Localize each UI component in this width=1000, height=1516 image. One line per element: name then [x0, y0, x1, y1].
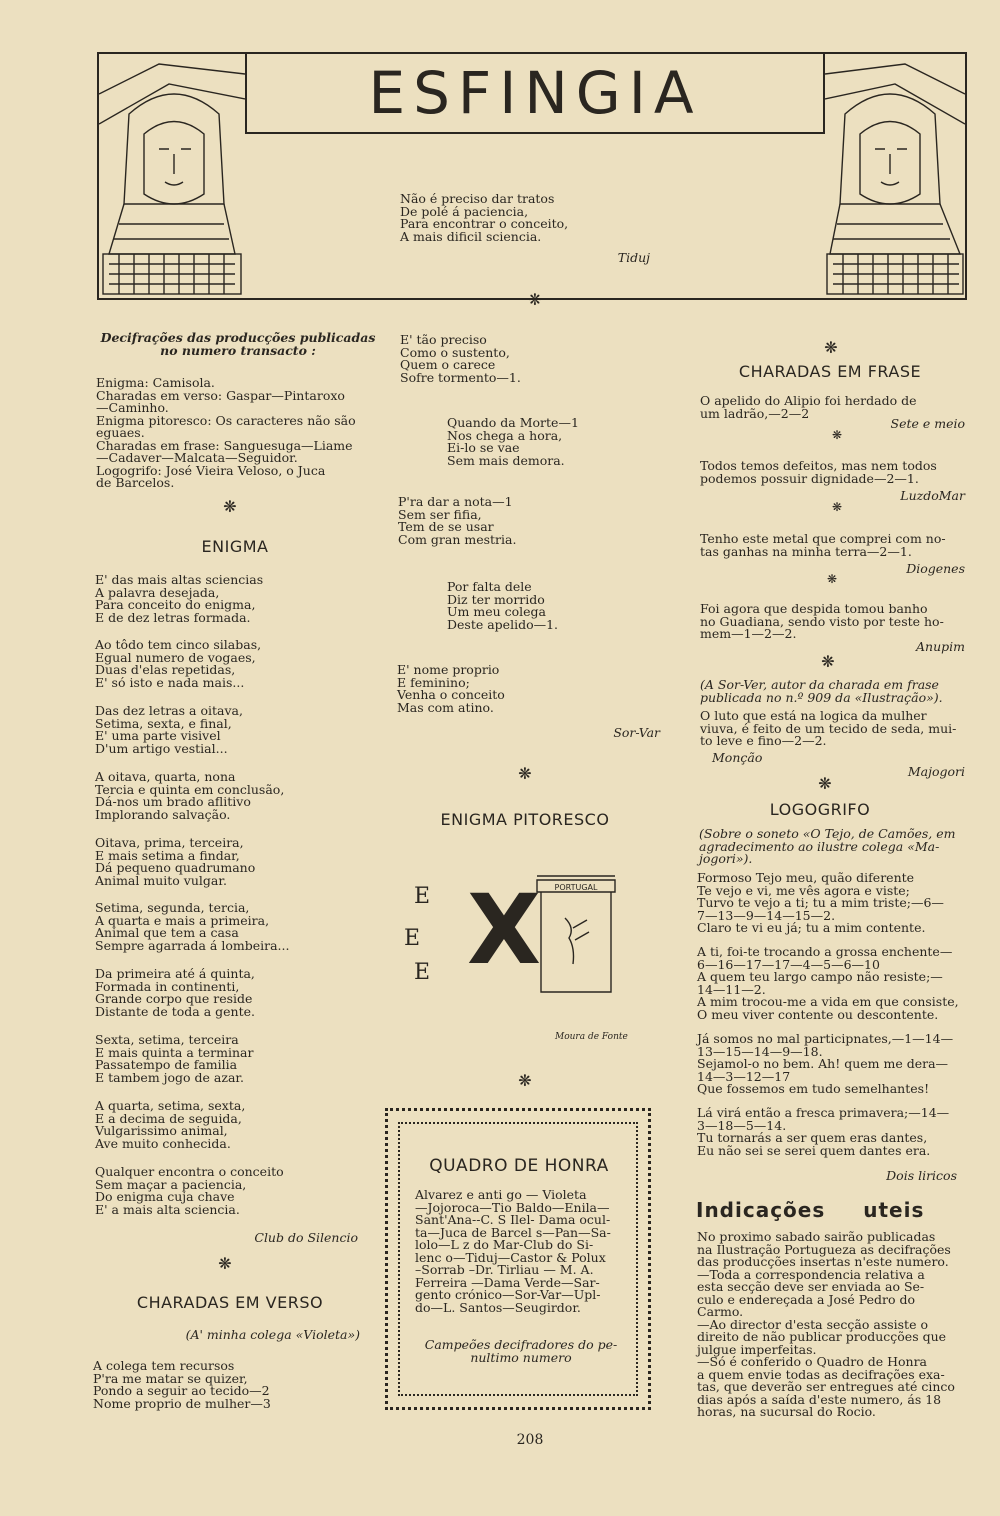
enigma-stanza: Setima, segunda, tercia, A quarta e mais a primeira, Animal que tem a casa Sempre agarrada á lombeira...: [95, 900, 290, 953]
enigma-stanza: Ao tôdo tem cinco silabas, Egual numero de vogaes, Duas d'elas repetidas, E' só isto e nada mais...: [95, 637, 262, 690]
frase-item-author: Diogenes: [906, 561, 965, 576]
charadas-verso-title: CHARADAS EM VERSO: [136, 1293, 324, 1312]
separator-star: ❋: [218, 1254, 232, 1273]
charadas-verso-dedication: (A' minha colega «Violeta»): [185, 1327, 360, 1342]
enigma-stanza: Oitava, prima, terceira, E mais setima a findar, Dá pequeno quadrumano Animal muito vulgar.: [95, 835, 256, 888]
pitoresco-letter: E: [404, 926, 421, 951]
frase-item: Todos temos defeitos, mas nem todos podemos possuir dignidade—2—1.: [700, 458, 937, 486]
separator-star: ❋: [518, 764, 532, 783]
header-motto-author: Tiduj: [617, 250, 650, 265]
quadro-honra-text: Alvarez e anti go — Violeta —Jojoroca—Tio Baldo—Enila— Sant'Ana--C. S Ilel- Dama ocul- ta—Juca de Barcel s—Pan—Sa- lolo—L z do Mar-Club do Si- lenc o—Tiduj—Castor & Polux –Sorrab –Dr. Tirliau — M. A. Ferreira —Dama Verde—Sar- gento crónico—Sor-Var—Upl- do—L. Santos—Seugirdor.: [415, 1187, 611, 1315]
separator-star: ❋: [818, 774, 832, 793]
logogrifo-title: LOGOGRIFO: [769, 800, 871, 819]
decif-text: Enigma: Camisola. Charadas em verso: Gaspar—Pintaroxo —Caminho. Enigma pitoresco: Os caracteres não são eguaes. Charadas em frase: Sanguesuga—Liame —Cadaver—Malcata—Seguidor. Logogrifo: José Vieira Veloso, o Juca de Barcelos.: [96, 375, 356, 490]
separator-star: ❋: [821, 652, 835, 671]
enigma-stanza: E' das mais altas sciencias A palavra desejada, Para conceito do enigma, E de dez letras formada.: [95, 572, 264, 625]
frase-item: Foi agora que despida tomou banho no Guadiana, sendo visto por teste ho- mem—1—2—2.: [700, 601, 944, 641]
frase-last-place: Monção: [712, 750, 763, 765]
separator-star: ❋: [826, 572, 838, 586]
enigma-pitoresco-title: ENIGMA PITORESCO: [440, 810, 610, 829]
frase-item: Tenho este metal que comprei com no- tas ganhas na minha terra—2—1.: [700, 531, 946, 559]
separator-star: ❋: [831, 500, 843, 514]
indicacoes-text: No proximo sabado sairão publicadas na Ilustração Portugueza as decifrações das producções insertas n'este numero. —Toda a correspondencia relativa a esta secção deve ser enviada ao Se- culo e endereçada a José Pedro do Carmo. —Ao director d'esta secção assiste o direito de não publicar producções que julgue imperfeitas. —Só é conferido o Quadro de Honra a quem envie todas as decifrações exa- tas, que deverão ser entregues até cinco dias após a saída d'este numero, ás 18 horas, na sucursal do Rocio.: [697, 1229, 955, 1419]
pitoresco-signature: Moura de Fonte: [555, 1032, 628, 1042]
separator-star: ❋: [824, 338, 838, 357]
quadro-honra-title: QUADRO DE HONRA: [429, 1156, 609, 1176]
pitoresco-letter: E: [414, 960, 431, 985]
frase-item-author: Anupim: [916, 639, 965, 654]
logogrifo-stanza: Formoso Tejo meu, quão diferente Te vejo e vi, me vês agora e viste; Turvo te vejo a ti; tu a mim triste;—6— 7—13—9—14—15—2. Claro te vi eu já; tu a mim contente.: [697, 870, 944, 935]
separator-star: ❋: [831, 428, 843, 442]
verso-stanza: E' nome proprio E feminino; Venha o conceito Mas com atino.: [397, 662, 505, 715]
logogrifo-stanza: Lá virá então a fresca primavera;—14— 3—18—5—14. Tu tornarás a ser quem eras dantes, Eu não sei se serei quem dantes era.: [697, 1105, 950, 1158]
separator-star: ❋: [518, 1071, 532, 1090]
enigma-stanza: Sexta, setima, terceira E mais quinta a terminar Passatempo de familia E tambem jogo de azar.: [95, 1032, 254, 1085]
header-motto: Não é preciso dar tratos De polé á paciencia, Para encontrar o conceito, A mais dificil sciencia.: [400, 191, 569, 244]
enigma-stanza: Da primeira até á quinta, Formada in continenti, Grande corpo que reside Distante de toda a gente.: [95, 966, 255, 1019]
pitoresco-x: X: [467, 874, 542, 986]
enigma-stanza: A quarta, setima, sexta, E a decima de seguida, Vulgarissimo animal, Ave muito conhecida.: [95, 1098, 246, 1151]
pitoresco-letter: E: [414, 884, 431, 909]
verso-stanza: Quando da Morte—1 Nos chega a hora, Ei-lo se vae Sem mais demora.: [447, 415, 579, 468]
enigma-stanza: Qualquer encontra o conceito Sem maçar a paciencia, Do enigma cuja chave E' a mais alta sciencia.: [95, 1164, 284, 1217]
frase-item: O apelido do Alipio foi herdado de um ladrão,—2—2: [700, 393, 917, 421]
separator-star: ❋: [223, 497, 237, 516]
charadas-frase-title: CHARADAS EM FRASE: [738, 362, 922, 381]
logogrifo-author: Dois liricos: [886, 1168, 957, 1183]
frase-last-author: Majogori: [907, 764, 965, 779]
frase-dedication: (A Sor-Ver, autor da charada em frase publicada no n.º 909 da «Ilustração»).: [700, 677, 943, 705]
page-title: ESFINGIA: [368, 59, 702, 127]
frase-item-author: Sete e meio: [890, 416, 965, 431]
verso-stanza: E' tão preciso Como o sustento, Quem o carece Sofre tormento—1.: [400, 332, 521, 385]
separator-star: ❋: [528, 290, 542, 309]
quadro-honra-footer: Campeões decifradores do pe- nultimo numero: [424, 1337, 618, 1365]
verso-stanza: Por falta dele Diz ter morrido Um meu colega Deste apelido—1.: [447, 579, 559, 632]
enigma-stanza: A oitava, quarta, nona Tercia e quinta em conclusão, Dá-nos um brado aflitivo Implorando salvação.: [95, 769, 285, 822]
verso-stanza: P'ra dar a nota—1 Sem ser fifia, Tem de se usar Com gran mestria.: [398, 494, 517, 547]
enigma-title: ENIGMA: [201, 537, 269, 556]
decif-title: Decifrações das producções publicadas no numero transacto :: [100, 330, 376, 358]
logogrifo-stanza: A ti, foi-te trocando a grossa enchente— 6—16—17—17—4—5—6—10 A quem teu largo campo não resiste;— 14—11—2. A mim trocou-me a vida em que consiste, O meu viver contente ou descontente.: [697, 944, 959, 1022]
pitoresco-sign-text: PORTUGAL: [554, 883, 598, 892]
enigma-author: Club do Silencio: [254, 1230, 358, 1245]
sphinx-left-illustration: [99, 54, 245, 298]
frase-last-text: O luto que está na logica da mulher viuva, é feito de um tecido de seda, mui- to leve e fino—2—2.: [700, 708, 957, 748]
page-number: 208: [516, 1432, 544, 1448]
charadas-verso-stanza: A colega tem recursos P'ra me matar se quizer, Pondo a seguir ao tecido—2 Nome proprio de mulher—3: [93, 1358, 271, 1411]
enigma-stanza: Das dez letras a oitava, Setima, sexta, e final, E' uma parte visivel D'um artigo vestial...: [95, 703, 243, 756]
indicacoes-title: Indicações uteis: [696, 1198, 925, 1222]
verso-author: Sor-Var: [613, 725, 660, 740]
logogrifo-stanza: Já somos no mal participnates,—1—14— 13—15—14—9—18. Sejamol-o no bem. Ah! quem me dera— 14—3—12—17 Que fossemos em tudo semelhantes!: [697, 1031, 954, 1096]
frase-item-author: LuzdoMar: [900, 488, 965, 503]
logogrifo-dedication: (Sobre o soneto «O Tejo, de Camões, em agradecimento ao ilustre colega «Ma- jogori»).: [699, 826, 956, 866]
sphinx-right-illustration: [825, 54, 965, 298]
